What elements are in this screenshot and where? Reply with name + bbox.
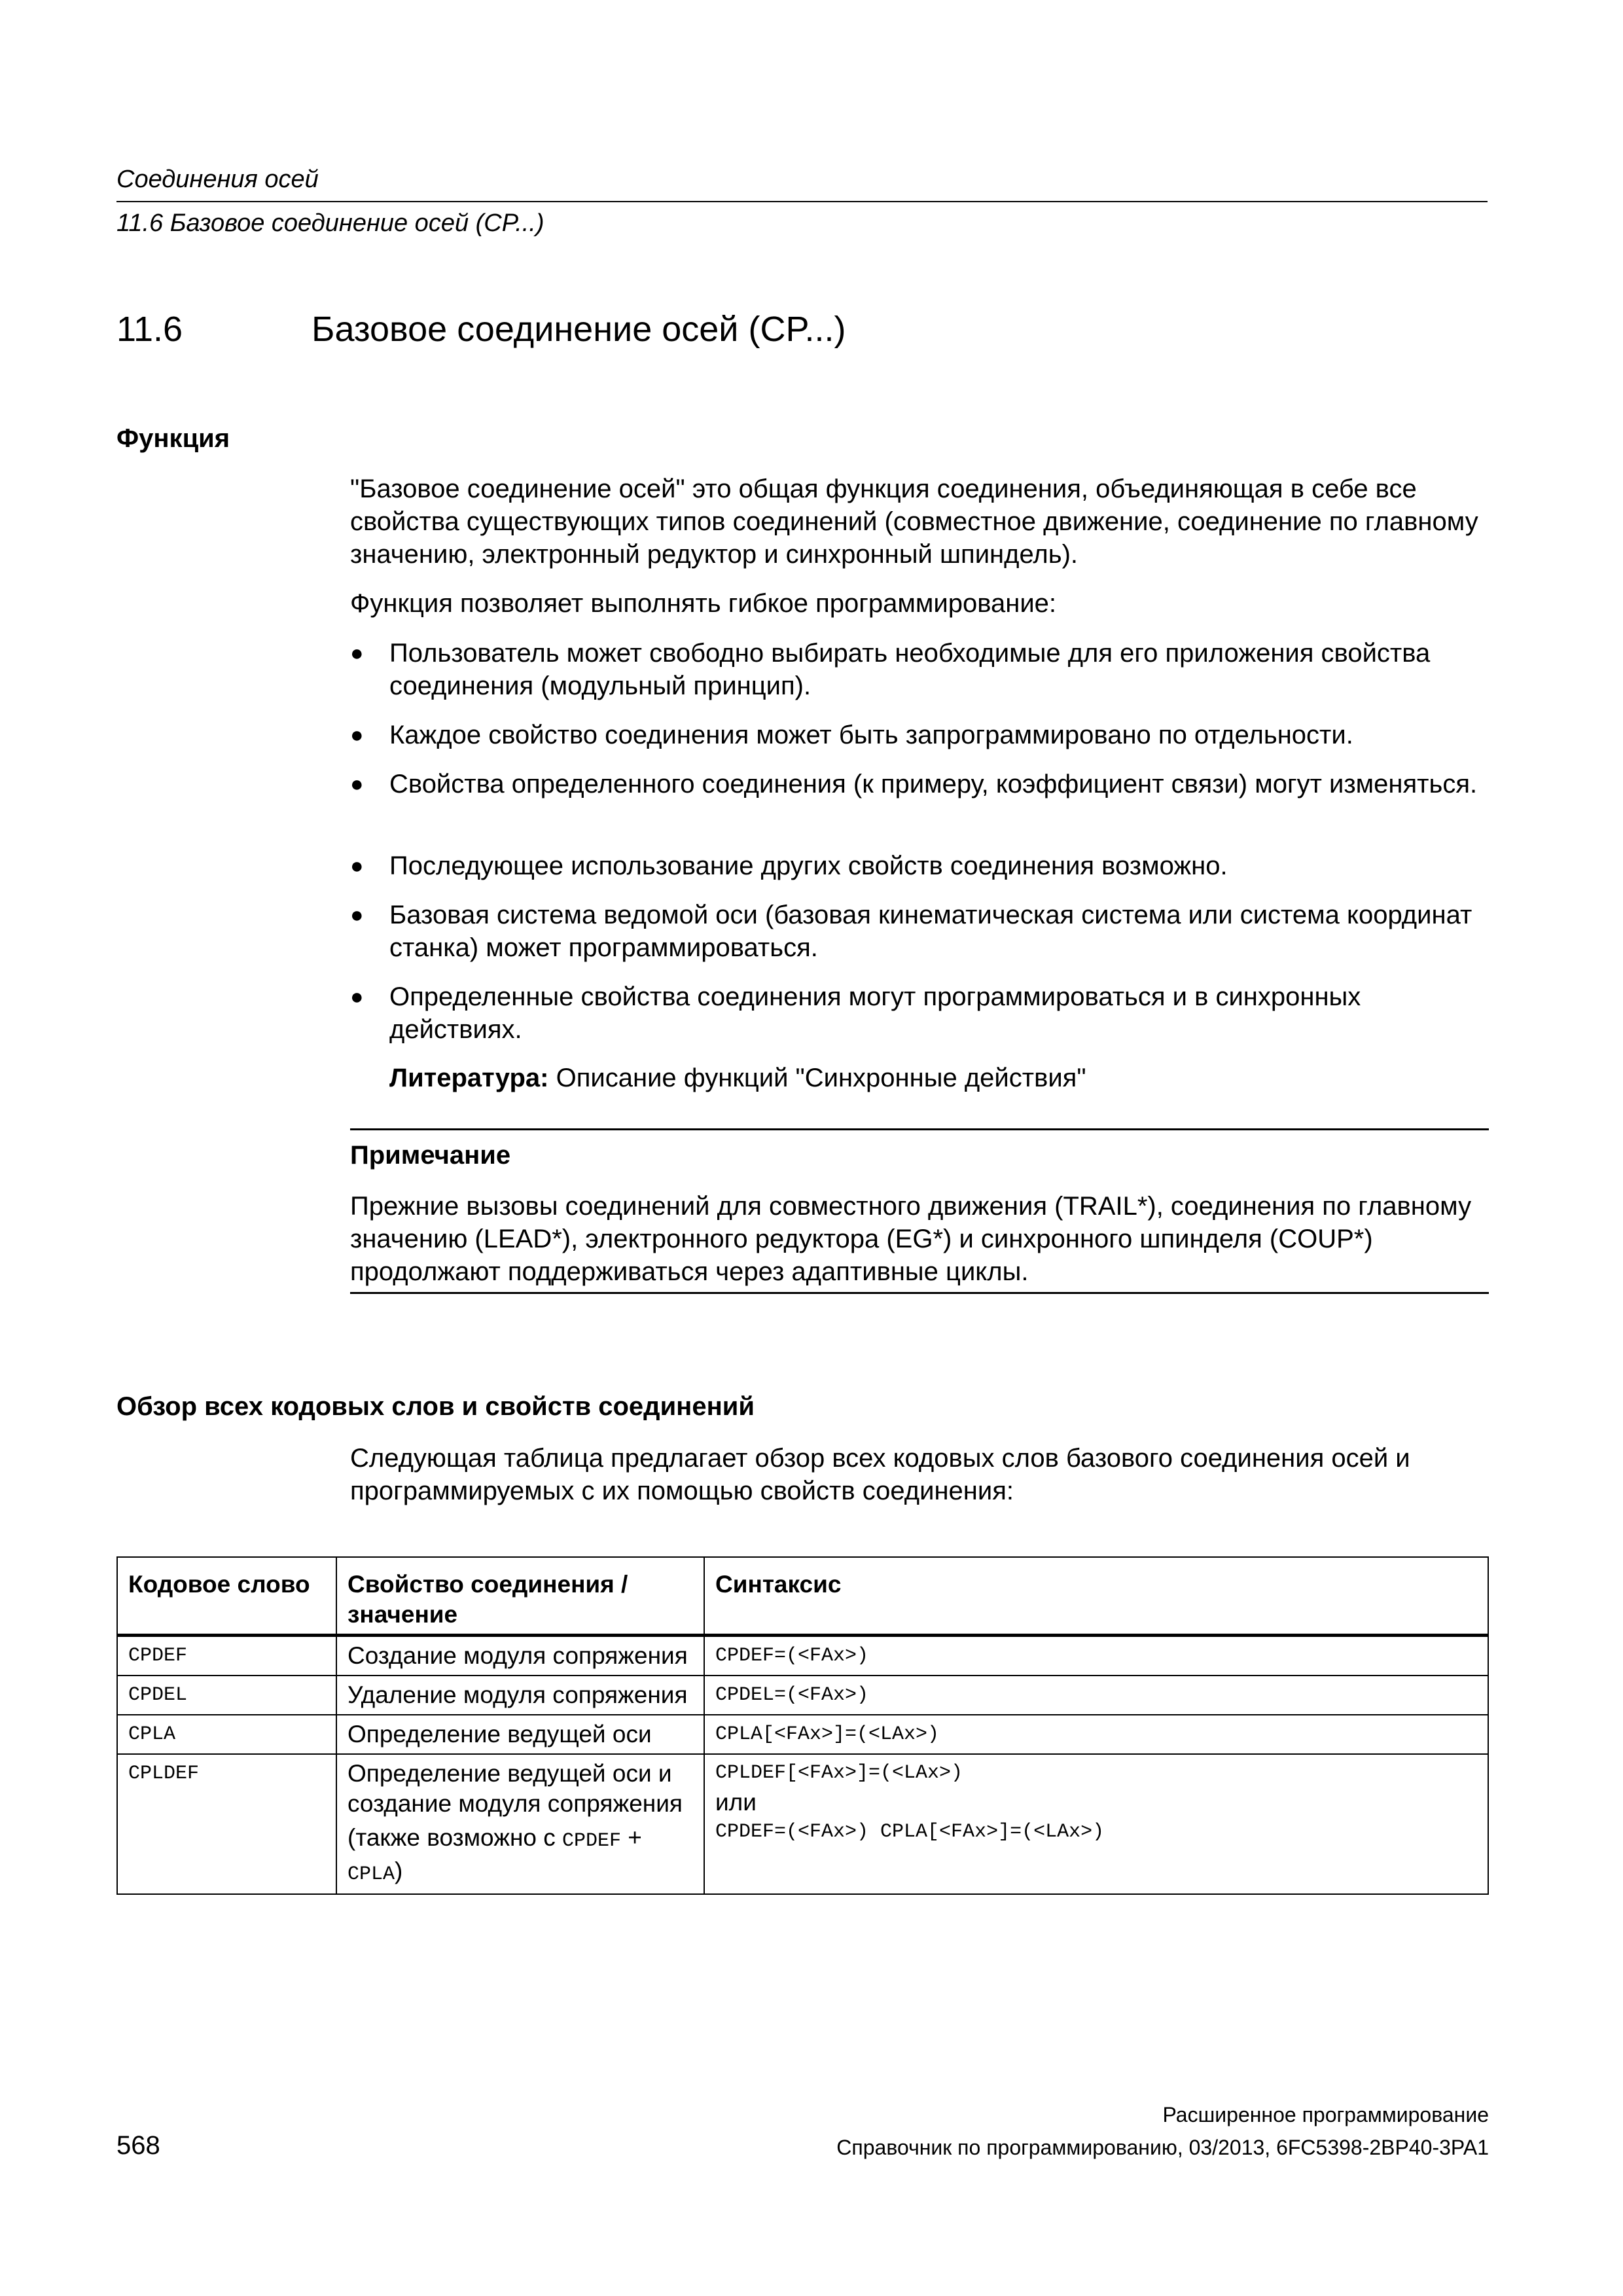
page-number: 568 <box>116 2131 160 2160</box>
bullet-text: Базовая система ведомой оси (базовая кинематическая система или система координат станка) может программироваться. <box>389 901 1472 962</box>
bullet-icon: ● <box>350 723 364 747</box>
literature-reference <box>389 1062 1086 1094</box>
table-row <box>117 1715 1488 1754</box>
bullet-item <box>350 768 1489 800</box>
bullet-icon: ● <box>350 641 364 666</box>
section-title: Базовое соединение осей (CP...) <box>312 310 846 349</box>
table-row <box>117 1676 1488 1715</box>
bullet-item <box>350 637 1489 702</box>
footer-book-title: Расширенное программирование <box>1162 2103 1489 2126</box>
column-header-keyword: Кодовое слово <box>117 1557 336 1636</box>
function-heading: Функция <box>116 424 230 453</box>
table-row <box>117 1636 1488 1676</box>
property-cell: Удаление модуля сопряжения <box>336 1676 704 1715</box>
function-intro: "Базовое соединение осей" это общая функция соединения, объединяющая в себе все свойства существующих типов соединений (совместное движение, соединение по главному значению, электронный редуктор и синхронный шпиндель). <box>350 475 1478 569</box>
property-note-code: CPLA <box>348 1863 395 1886</box>
bullet-icon: ● <box>350 772 364 797</box>
running-header-chapter: Соединения осей <box>116 166 319 193</box>
overview-intro: Следующая таблица предлагает обзор всех кодовых слов базового соединения осей и программируемых с их помощью свойств соединения: <box>350 1444 1410 1505</box>
property-note-prefix: (также возможно с <box>348 1824 563 1851</box>
bullet-item <box>350 980 1489 1046</box>
property-cell: Определение ведущей оси <box>336 1715 704 1754</box>
bullet-item <box>350 719 1489 751</box>
property-cell: Создание модуля сопряжения <box>336 1636 704 1676</box>
note-top-rule <box>350 1128 1489 1130</box>
keyword-cell: CPDEF <box>117 1636 336 1676</box>
literature-text: Описание функций "Синхронные действия" <box>556 1064 1086 1092</box>
header-rule <box>116 201 1488 202</box>
property-note <box>348 1823 693 1890</box>
note-bottom-rule <box>350 1292 1489 1294</box>
syntax-cell: CPLA[<FAx>]=(<LAx>) <box>704 1715 1488 1754</box>
bullet-icon: ● <box>350 984 364 1009</box>
syntax-cell: CPDEL=(<FAx>) <box>704 1676 1488 1715</box>
table-row <box>117 1754 1488 1894</box>
column-header-property: Свойство соединения / значение <box>336 1557 704 1636</box>
syntax-cell <box>704 1754 1488 1894</box>
bullet-item <box>350 899 1489 964</box>
table-header-row <box>117 1557 1488 1636</box>
property-text: Определение ведущей оси и создание модуля сопряжения <box>348 1760 683 1817</box>
property-cell <box>336 1754 704 1894</box>
bullet-text: Пользователь может свободно выбирать необходимые для его приложения свойства соединения (модульный принцип). <box>389 639 1431 700</box>
bullet-icon: ● <box>350 853 364 878</box>
syntax-cell: CPDEF=(<FAx>) <box>704 1636 1488 1676</box>
keyword-cell: CPLA <box>117 1715 336 1754</box>
property-note-suffix: ) <box>395 1857 403 1884</box>
syntax-or: или <box>715 1789 757 1816</box>
property-note-mid: + <box>621 1824 642 1851</box>
syntax-alt: CPDEF=(<FAx>) CPLA[<FAx>]=(<LAx>) <box>715 1821 1105 1843</box>
bullet-text: Последующее использование других свойств соединения возможно. <box>389 852 1228 880</box>
bullet-item <box>350 850 1489 882</box>
property-note-code: CPDEF <box>562 1830 622 1852</box>
keyword-table <box>116 1556 1489 1895</box>
function-lead: Функция позволяет выполнять гибкое программирование: <box>350 589 1057 618</box>
syntax-text: CPLDEF[<FAx>]=(<LAx>) <box>715 1762 963 1784</box>
note-text: Прежние вызовы соединений для совместного движения (TRAIL*), соединения по главному значению (LEAD*), электронного редуктора (EG*) и синхронного шпинделя (COUP*) продолжают поддерживаться через адаптивные циклы. <box>350 1192 1472 1286</box>
bullet-text: Каждое свойство соединения может быть запрограммировано по отдельности. <box>389 721 1353 749</box>
column-header-syntax: Синтаксис <box>704 1557 1488 1636</box>
keyword-cell: CPDEL <box>117 1676 336 1715</box>
bullet-icon: ● <box>350 903 364 927</box>
bullet-text: Определенные свойства соединения могут программироваться и в синхронных действиях. <box>389 982 1361 1044</box>
running-header-section: 11.6 Базовое соединение осей (CP...) <box>116 209 544 237</box>
footer-reference: Справочник по программированию, 03/2013, 6FC5398-2BP40-3PA1 <box>836 2136 1489 2159</box>
literature-label: Литература: <box>389 1064 549 1092</box>
keyword-cell: CPLDEF <box>117 1754 336 1894</box>
overview-heading: Обзор всех кодовых слов и свойств соединений <box>116 1392 755 1421</box>
section-number: 11.6 <box>116 310 183 349</box>
bullet-text: Свойства определенного соединения (к примеру, коэффициент связи) могут изменяться. <box>389 770 1478 798</box>
note-heading: Примечание <box>350 1141 511 1170</box>
